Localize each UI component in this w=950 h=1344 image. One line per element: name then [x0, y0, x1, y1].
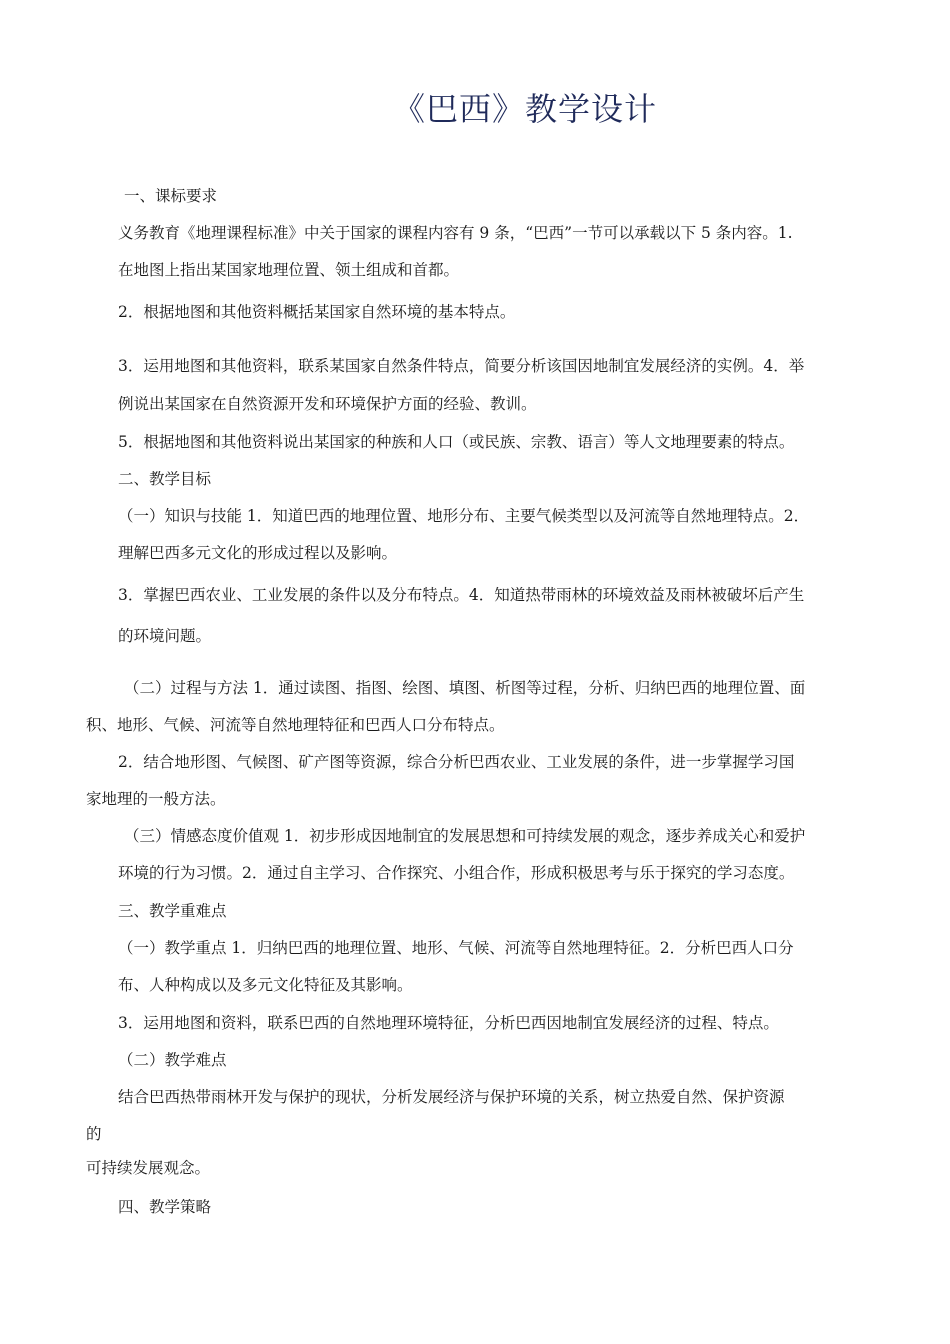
- paragraph-line: （一）教学重点 1．归纳巴西的地理位置、地形、气候、河流等自然地理特征。2．分析巴西人口分: [118, 939, 794, 957]
- section-heading-strategy: 四、教学策略: [118, 1198, 212, 1216]
- paragraph-line: 结合巴西热带雨林开发与保护的现状，分析发展经济与保护环境的关系，树立热爱自然、保护资源: [118, 1088, 785, 1106]
- paragraph-line: （三）情感态度价值观 1．初步形成因地制宜的发展思想和可持续发展的观念，逐步养成关心和爱护: [124, 827, 806, 845]
- paragraph-line: 3．运用地图和其他资料，联系某国家自然条件特点，简要分析该国因地制宜发展经济的实例。4．举: [118, 357, 805, 375]
- paragraph-line: 2．结合地形图、气候图、矿产图等资源，综合分析巴西农业、工业发展的条件，进一步掌握学习国: [118, 753, 795, 771]
- paragraph-line: 环境的行为习惯。2．通过自主学习、合作探究、小组合作，形成积极思考与乐于探究的学习态度。: [118, 864, 795, 882]
- section-heading-curriculum: 一、课标要求: [124, 187, 218, 205]
- subheading-difficulties: （二）教学难点: [118, 1051, 227, 1069]
- paragraph-line: （二）过程与方法 1．通过读图、指图、绘图、填图、析图等过程，分析、归纳巴西的地理位置、面: [124, 679, 806, 697]
- paragraph-line: 布、人种构成以及多元文化特征及其影响。: [118, 976, 413, 994]
- paragraph-line: 可持续发展观念。: [86, 1159, 211, 1177]
- paragraph-line: 例说出某国家在自然资源开发和环境保护方面的经验、教训。: [118, 395, 537, 413]
- section-heading-objectives: 二、教学目标: [118, 470, 212, 488]
- paragraph-line: 2．根据地图和其他资料概括某国家自然环境的基本特点。: [118, 303, 516, 321]
- paragraph-line: 的环境问题。: [118, 627, 212, 645]
- paragraph-line: 积、地形、气候、河流等自然地理特征和巴西人口分布特点。: [86, 716, 505, 734]
- section-heading-key-points: 三、教学重难点: [118, 902, 227, 920]
- paragraph-line: 3．掌握巴西农业、工业发展的条件以及分布特点。4．知道热带雨林的环境效益及雨林被破坏后产生: [118, 586, 805, 604]
- paragraph-line: 5．根据地图和其他资料说出某国家的种族和人口（或民族、宗教、语言）等人文地理要素的特点。: [118, 433, 795, 451]
- paragraph-line: 的: [86, 1125, 102, 1143]
- paragraph-line: 在地图上指出某国家地理位置、领土组成和首都。: [118, 261, 460, 279]
- paragraph-line: （一）知识与技能 1．知道巴西的地理位置、地形分布、主要气候类型以及河流等自然地理特点。2．: [118, 507, 810, 525]
- paragraph-line: 义务教育《地理课程标准》中关于国家的课程内容有 9 条，“巴西”一节可以承载以下 5 条内容。1.: [118, 224, 793, 242]
- paragraph-line: 3．运用地图和资料，联系巴西的自然地理环境特征，分析巴西因地制宜发展经济的过程、特点。: [118, 1014, 779, 1032]
- paragraph-line: 理解巴西多元文化的形成过程以及影响。: [118, 544, 398, 562]
- paragraph-line: 家地理的一般方法。: [86, 790, 226, 808]
- document-title: 《巴西》教学设计: [392, 90, 657, 128]
